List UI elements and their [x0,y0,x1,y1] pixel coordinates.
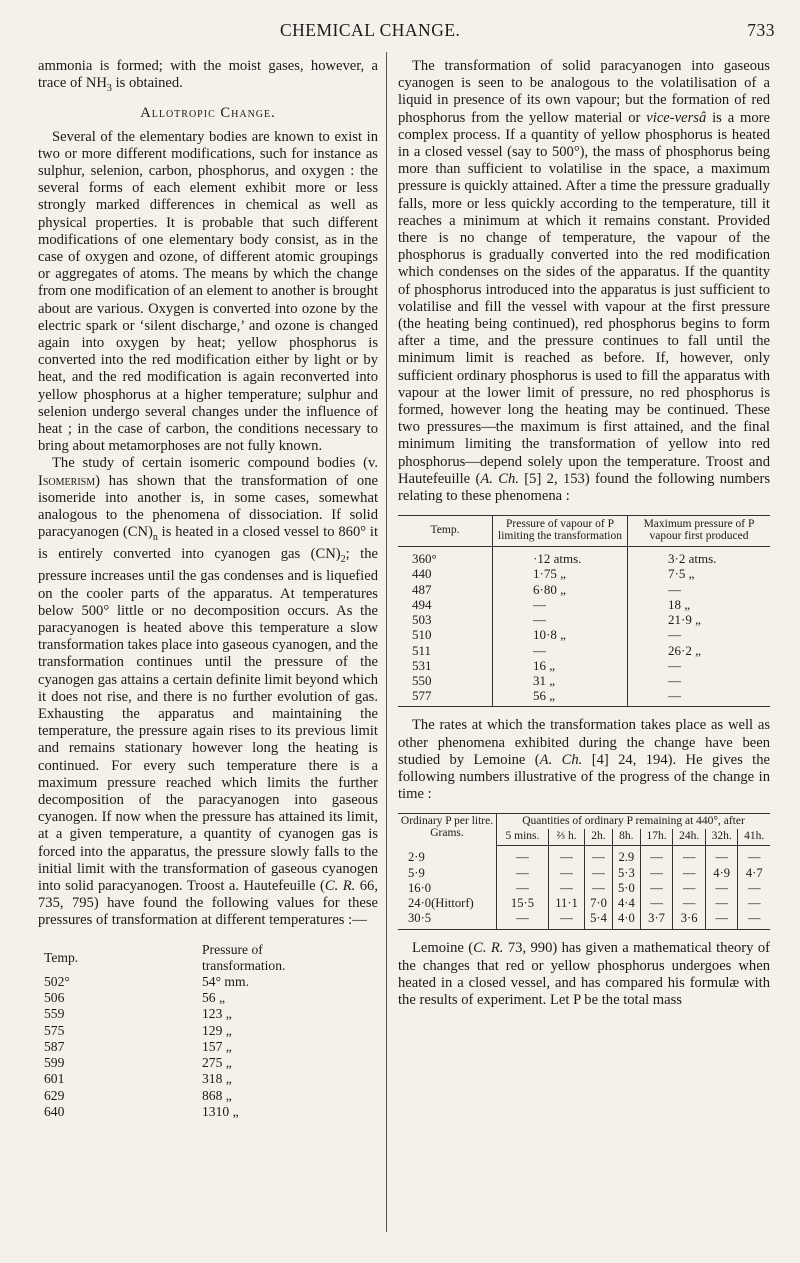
table-cell-grams: 24·0(Hittorf) [408,895,474,910]
table-cell-pressure: 157 „ [202,1038,232,1054]
table-cell-quantity: — [548,846,584,866]
emphasis: vice-versâ [646,109,707,126]
formula [85,75,112,95]
table-cell-temp: 575 [44,1022,65,1038]
table-cell-pressure: 54° mm. [202,974,249,990]
table-cell-quantity: — [585,881,613,896]
table-row [38,1039,348,1055]
phosphorus-pressure-table [398,515,770,707]
table-row [398,627,770,642]
table-cell-quantity: — [705,911,738,930]
table-cell-maximum-pressure: 18 „ [628,597,771,612]
paragraph-phosphorus [398,58,770,505]
column-header-time: 32h. [705,829,738,846]
table-cell-limiting-pressure: 1·75 „ [493,566,628,581]
table-cell-temp: 577 [398,688,493,707]
table-cell-temp: 440 [412,566,432,582]
table-cell-quantity: — [548,881,584,896]
table-row [398,582,770,597]
column-header-ordinary: Ordinary P per litre. Grams. [398,814,497,846]
citation: A. Ch. [539,751,583,768]
table-cell-maximum-pressure: — [628,673,771,688]
table-cell-quantity: 4·9 [705,866,738,881]
text-span: The study of certain isomeric compound bodies (v. [52,455,378,472]
table-cell-pressure: 868 „ [202,1087,232,1103]
table-row [38,1023,348,1039]
table-row [38,990,348,1006]
cross-reference: Isomerism [38,472,96,489]
column-header-time: 8h. [612,829,640,846]
table-cell-quantity: — [673,896,706,911]
subscript: n [152,532,158,544]
table-cell-temp: 550 [412,672,432,688]
table-cell-quantity: — [640,881,673,896]
table-cell-temp: 502° [44,974,70,990]
paragraph-isomeric [38,455,378,929]
table-cell-quantity: — [497,846,549,866]
table-cell-quantity: — [705,881,738,896]
table-cell-grams: 30·5 [398,911,497,930]
paragraph-lemoine-theory [398,940,770,1009]
running-header [280,20,775,44]
table-row [38,1104,348,1120]
table-cell-quantity: — [640,866,673,881]
table-cell-quantity: — [640,896,673,911]
right-column [398,58,770,1009]
table-cell-quantity: 15·5 [497,896,549,911]
subscript: 2 [340,554,346,566]
table-cell-pressure: 1310 „ [202,1103,239,1119]
text-span: 66, 735, 795) have found the following values for these pressures of transformation at different temperatures :— [38,878,378,929]
table-cell-temp: 494 [412,596,432,612]
formula-subscript: 3 [106,83,112,95]
table-cell-limiting-pressure: 6·80 „ [493,582,628,597]
table-cell-quantity: 2.9 [612,846,640,866]
table-cell-quantity: — [705,846,738,866]
table-cell-pressure: 56 „ [202,990,226,1006]
column-header: Maximum pressure of P vapour first produced [628,516,771,547]
column-header-time: 41h. [738,829,770,846]
section-heading: Allotropic Change. [140,105,276,122]
text-span: ; the pressure increases until the gas condenses and is liquefied on the cooler parts of the apparatus. At temperatures below 500° little or no decomposition occurs. As the paracyanogen is heated above this temperature a slow transformation takes place into gaseous cyanogen, and the transformation continues until the pressure of the cyanogen gas attains a certain definite limit beyond which it does not rise, and there is no further evolution of gas. Exhausting the apparatus and maintaining the temperature, the pressure again rises to its previous limit and remains stationary however long the heating is continued. For every such temperature there is a maximum pressure reached which limits the further decomposition of the paracyanogen into gaseous cyanogen. If now when the pressure has attained its limit, at a given temperature, a quantity of cyanogen gas is forced into the apparatus, the pressure slowly falls to the initial limit with the transformation of gaseous cyanogen into solid paracyanogen. Troost a. Hautefeuille ( [38,546,378,895]
table-cell-quantity: 11·1 [548,896,584,911]
table-row [38,1071,348,1087]
table-cell-pressure: 123 „ [202,1006,232,1022]
citation: C. R. [324,878,356,895]
paragraph-lemoine-rates [398,717,770,803]
table-row [398,846,770,866]
table-cell-limiting-pressure: 16 „ [493,658,628,673]
table-row [398,911,770,930]
table-cell-quantity: 5·0 [612,881,640,896]
table-cell-quantity: — [585,846,613,866]
table-header-row [398,516,770,547]
table-header-row [398,814,770,830]
running-title: CHEMICAL CHANGE. [280,20,461,40]
citation: C. R. [473,940,504,957]
table-cell-quantity: 3·6 [673,911,706,930]
table-row [398,612,770,627]
table-cell-temp: 640 [44,1103,65,1119]
table-row [398,866,770,881]
table-cell-quantity: — [738,881,770,896]
table-cell-quantity: — [673,846,706,866]
lemoine-progress-table [398,813,770,930]
left-column [38,58,378,1120]
table-cell-maximum-pressure: 21·9 „ [628,612,771,627]
column-header-quantities: Quantities of ordinary P remaining at 440°, after [497,814,771,830]
table-cell-quantity: 7·0 [585,896,613,911]
table-cell-quantity: 3·7 [640,911,673,930]
text-span: The rates at which the transformation takes place as well as other phenomena exhibited during the change have been studied by Lemoine ( [398,717,770,768]
table-cell-quantity: 4·7 [738,866,770,881]
text-span: Lemoine ( [412,940,474,957]
text-span: is heated in a closed vessel to 860° it is entirely converted into cyanogen gas (CN) [38,524,379,563]
table-cell-quantity: — [705,896,738,911]
page-number: 733 [747,20,775,40]
table-row [398,566,770,581]
paragraph-allotropic: Several of the elementary bodies are known to exist in two or more different modifications, such for instance as sulphur, selenion, carbon, phosphorus, and oxygen : the several forms of each element exhibit more or less strongly marked differences in chemical as well as physical properties. It is probable that such different modifications of one elementary body consist, as in the case of oxygen and ozone, of different atomic groupings or aggregates of atoms. The means by which the change from one modification of an element to another is brought about are various. Oxygen is converted into ozone by the electric spark or ‘silent discharge,’ and ozone is changed again into oxygen by heat; yellow phosphorus is converted into the red modification either by light or by heat, and the red modification is again reconverted into yellow phosphorus at a higher temperature; sulphur and selenion undergo several changes under the influence of heat ; in the case of carbon, the conditions necessary to bring about metamorphoses are not fully known. [38,128,378,455]
table-row [398,658,770,673]
column-header: Pressure of vapour of P limiting the transformation [493,516,628,547]
table-cell-quantity: — [497,866,549,881]
column-header-time: 5 mins. [497,829,549,846]
text-span: is obtained. [115,75,183,92]
table-body [398,846,770,930]
column-divider [386,52,387,1232]
table-cell-limiting-pressure: — [493,597,628,612]
table-row [38,1006,348,1022]
text-span: is a more complex process. If a quantity of yellow phosphorus is heated in a closed vessel (say to 500°), the mass of phosphorus being more than sufficient to volatilise in the space, a maximum pressure is quickly attained. After a time the pressure gradually falls, more or less quickly according to the temperature, till it reaches a minimum at which it remains constant. Provided there is no change of temperature, the vapour of the phosphorus is gradually converted into the red modification which condenses on the sides of the apparatus. If the quantity of phosphorus introduced into the apparatus is just sufficient to volatilise and fill the vessel with vapour at the first pressure (the heating being continued), red phosphorus begins to form after a time, and the pressure continues to fall until the minimum limit is reached as before. If, however, only sufficient ordinary phosphorus is used to fill the apparatus with vapour at the lower limit of pressure, no red phosphorus is formed, however long the heating may be continued. These two pressures—the maximum is first attained, and the final minimum limiting the transformation of yellow into red phosphorus—depend solely upon the temperature. Troost and Hautefeuille ( [398,109,771,487]
table-cell-temp: 629 [44,1087,65,1103]
column-header-time: 24h. [673,829,706,846]
table-cell-grams: 2·9 [408,850,425,865]
text-span: ) has shown that the transformation of one isomeride into another is, in some cases, somewhat analogous to the phenomena of dissociation. If solid paracyanogen (CN) [38,472,378,541]
table-row [398,881,770,896]
table-cell-quantity: — [738,896,770,911]
table-cell-maximum-pressure: — [628,582,771,597]
table-cell-temp: 599 [44,1055,65,1071]
table-cell-quantity: 4·0 [612,911,640,930]
text-span: [5] 2, 153) found the following numbers relating to these phenomena : [398,470,770,505]
table-cell-grams: 5·9 [408,865,425,880]
table-body [38,974,348,1120]
column-header: Pressure of transformation. [202,941,286,973]
continued-paragraph [38,58,378,97]
table-cell-quantity: — [673,881,706,896]
table-row [398,896,770,911]
table-cell-limiting-pressure: 10·8 „ [493,627,628,642]
table-cell-temp: 511 [412,642,432,658]
table-cell-maximum-pressure: 26·2 „ [628,643,771,658]
table-cell-maximum-pressure: — [628,688,771,707]
text-span: 73, 990) has given a mathematical theory of the changes that red or yellow phosphorus undergoes when heated in a closed vessel, and has compared his formulæ with the results of experiment. Let P be the total mass [398,940,770,1008]
table-cell-pressure: 318 „ [202,1071,232,1087]
table-cell-pressure: 129 „ [202,1022,232,1038]
table-row [38,1055,348,1071]
table-cell-temp: 503 [412,612,432,628]
table-cell-limiting-pressure: ·12 atms. [493,547,628,567]
table-cell-quantity: — [497,881,549,896]
table-cell-temp: 559 [44,1006,65,1022]
table-cell-limiting-pressure: 56 „ [493,688,628,707]
text-span: The transformation of solid paracyanogen into gaseous cyanogen is seen to be analogous to the volatilisation of a liquid in presence of its own vapour; but the formation of red phosphorus from the yellow material or [398,58,770,126]
table-row [398,547,770,567]
column-header-time: ⅔ h. [548,829,584,846]
table-cell-maximum-pressure: 7·5 „ [628,566,771,581]
table-row [398,643,770,658]
table-cell-quantity: — [585,866,613,881]
table-cell-temp: 487 [412,581,432,597]
table-cell-maximum-pressure: — [628,658,771,673]
formula-base: NH [85,75,107,92]
table-cell-quantity: 5·3 [612,866,640,881]
table-cell-maximum-pressure: — [628,627,771,642]
table-row [38,1088,348,1104]
table-cell-quantity: 5·4 [585,911,613,930]
table-cell-quantity: — [497,911,549,930]
table-header-row [38,942,348,974]
table-cell-quantity: — [640,846,673,866]
pressure-table [38,942,348,1120]
citation: A. Ch. [480,470,519,487]
table-cell-quantity: — [548,866,584,881]
table-cell-quantity: 4·4 [612,896,640,911]
table-cell-limiting-pressure: — [493,612,628,627]
table-row [398,688,770,707]
column-header: Temp. [398,516,493,547]
table-cell-pressure: 275 „ [202,1055,232,1071]
table-cell-quantity: — [673,866,706,881]
text-span: [4] 24, 194). He gives the following numbers illustrative of the progress of the change in time : [398,751,770,803]
text-span: ammonia is formed; with the moist gases, however, a trace of [38,58,378,92]
table-cell-temp: 506 [44,990,65,1006]
table-body [398,547,770,707]
table-cell-temp: 601 [44,1071,65,1087]
table-cell-temp: 360° [412,551,437,567]
table-row [398,597,770,612]
table-cell-temp: 510 [412,627,432,643]
table-row [38,974,348,990]
table-row [398,673,770,688]
column-header-time: 2h. [585,829,613,846]
column-header-time: 17h. [640,829,673,846]
table-cell-limiting-pressure: — [493,643,628,658]
table-cell-limiting-pressure: 31 „ [493,673,628,688]
table-cell-temp: 587 [44,1038,65,1054]
table-cell-quantity: — [548,911,584,930]
table-cell-temp: 531 [412,657,432,673]
table-cell-quantity: — [738,846,770,866]
table-cell-quantity: — [738,911,770,930]
table-cell-grams: 16·0 [408,880,432,895]
column-header: Temp. [44,949,79,965]
table-cell-maximum-pressure: 3·2 atms. [628,547,771,567]
